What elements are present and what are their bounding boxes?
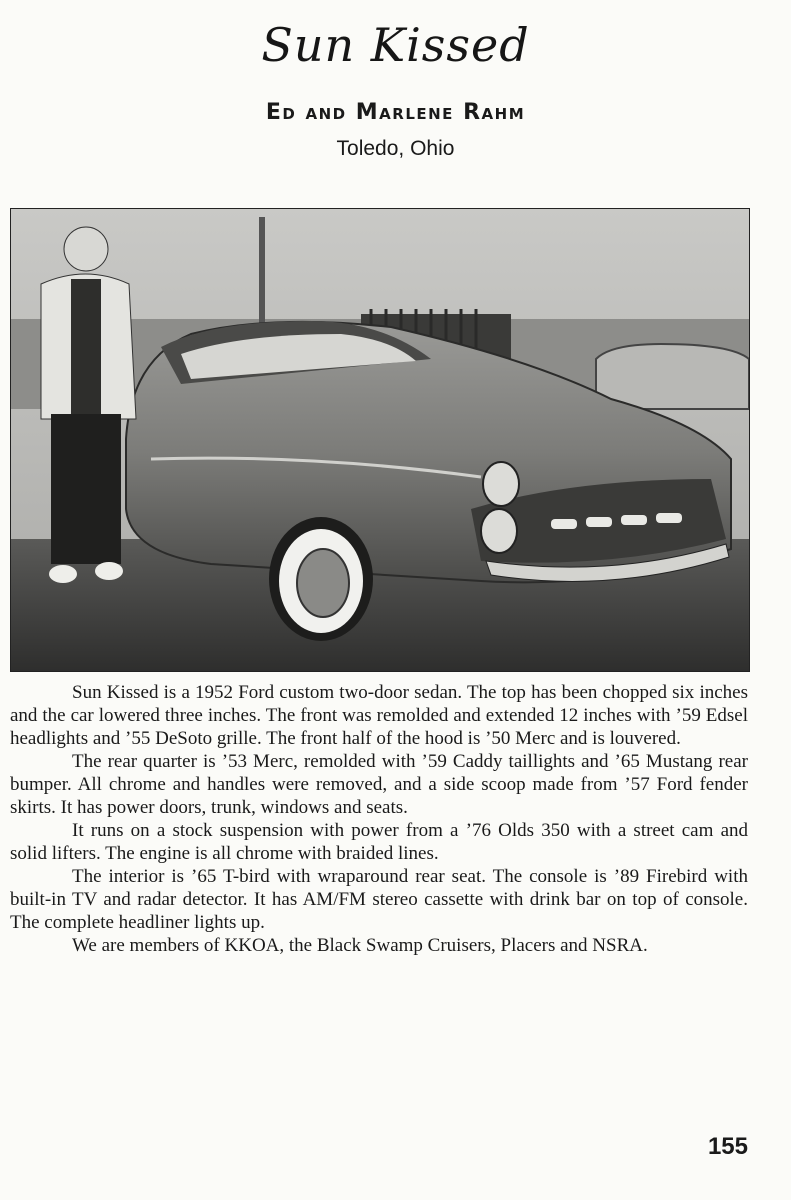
page-title: Sun Kissed xyxy=(261,18,530,72)
owner-names: Ed and Marlene Rahm xyxy=(265,100,526,125)
paragraph: The rear quarter is ’53 Merc, remolded with ’59 Caddy taillights and ’65 Mustang rear bumper. All chrome and handles were removed, and a side scoop made from ’57 Ford fender skirts. It has power doors, trunk, windows and seats. xyxy=(10,751,748,818)
paragraph: We are members of KKOA, the Black Swamp Cruisers, Placers and NSRA. xyxy=(72,935,648,956)
article-body xyxy=(10,681,748,957)
page-number: 155 xyxy=(707,1133,748,1160)
paragraph: The interior is ’65 T-bird with wraparound rear seat. The console is ’89 Firebird with built-in TV and radar detector. It has AM/FM stereo cassette with drink bar on top of console. The complete headliner lights up. xyxy=(10,866,748,933)
paragraph: It runs on a stock suspension with power from a ’76 Olds 350 with a street cam and solid lifters. The engine is all chrome with braided lines. xyxy=(10,820,748,864)
car-photo xyxy=(10,208,750,672)
paragraph: Sun Kissed is a 1952 Ford custom two-door sedan. The top has been chopped six inches and the car lowered three inches. The front was remolded and extended 12 inches with ’59 Edsel headlights and ’55 DeSoto grille. The front half of the hood is ’50 Merc and is louvered. xyxy=(10,682,748,749)
owner-location: Toledo, Ohio xyxy=(336,137,455,160)
car-photo-illustration xyxy=(11,209,749,671)
